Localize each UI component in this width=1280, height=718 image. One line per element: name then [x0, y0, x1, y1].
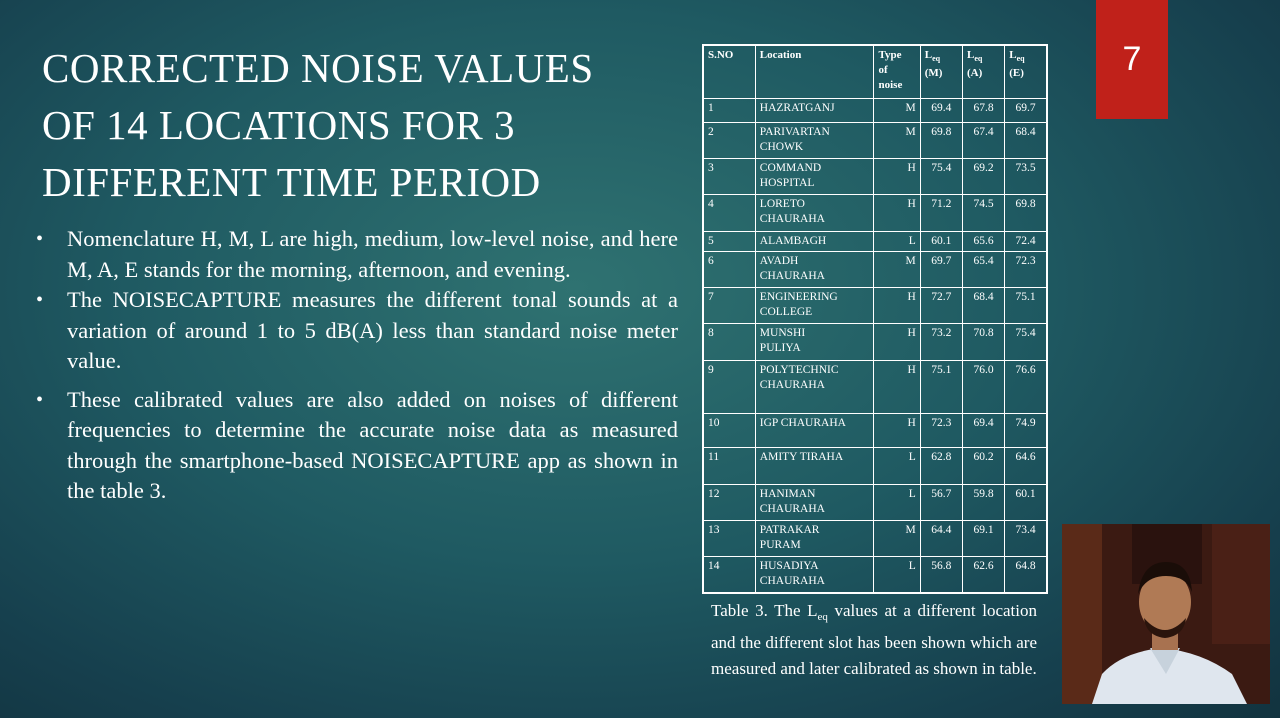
cell-type: H [874, 195, 920, 231]
location-line: HANIMAN [759, 487, 816, 500]
cell-leq-e: 72.3 [1005, 251, 1047, 287]
header-leq-a: $L_{eq}$ (A) [962, 45, 1004, 98]
cell-leq-a: 69.2 [962, 158, 1004, 194]
cell-sno: 10 [703, 413, 755, 447]
cell-leq-a: 76.0 [962, 360, 1004, 413]
cell-sno: 3 [703, 158, 755, 194]
cell-location [755, 158, 874, 194]
slide-number: 7 [1122, 40, 1142, 78]
cell-leq-e: 64.6 [1005, 448, 1047, 484]
cell-location [755, 360, 874, 413]
cell-leq-m: 56.8 [920, 557, 962, 593]
cell-type: L [874, 484, 920, 520]
cell-leq-e: 73.5 [1005, 158, 1047, 194]
cell-leq-m: 69.8 [920, 122, 962, 158]
cell-leq-e: 75.4 [1005, 324, 1047, 360]
cell-sno: 4 [703, 195, 755, 231]
cell-leq-m: 56.7 [920, 484, 962, 520]
header-location: Location [755, 45, 874, 98]
location-line: AVADH [759, 254, 799, 267]
cell-leq-m: 75.1 [920, 360, 962, 413]
location-line: POLYTECHNIC [759, 363, 839, 376]
bullet-item: • The NOISECAPTURE measures the different tonal sounds at a variation of around 1 to 5 dB(A) less than standard noise meter value. [36, 285, 678, 377]
location-line: LORETO [759, 198, 805, 211]
bullet-item: • Nomenclature H, M, L are high, medium, low-level noise, and here M, A, E stands for the morning, afternoon, and evening. [36, 224, 678, 285]
location-line: HUSADIYA [759, 560, 819, 573]
location-line: CHAURAHA [759, 575, 825, 588]
cell-location [755, 448, 874, 484]
noise-table [702, 44, 1048, 594]
presenter-webcam [1062, 524, 1270, 704]
cell-type: H [874, 413, 920, 447]
cell-location [755, 324, 874, 360]
header-sno: S.NO [703, 45, 755, 98]
cell-leq-e: 60.1 [1005, 484, 1047, 520]
cell-type: M [874, 520, 920, 556]
cell-leq-m: 72.3 [920, 413, 962, 447]
cell-type: M [874, 98, 920, 122]
cell-leq-a: 69.4 [962, 413, 1004, 447]
cell-leq-m: 71.2 [920, 195, 962, 231]
table-row [703, 448, 1047, 484]
location-line: COMMAND [759, 161, 822, 174]
location-line: CHAURAHA [759, 502, 825, 515]
cell-type: L [874, 231, 920, 251]
cell-location [755, 557, 874, 593]
bullet-item: • These calibrated values are also added on noises of different frequencies to determine the accurate noise data as measured through the smartphone-based NOISECAPTURE app as shown in the table 3. [36, 385, 678, 507]
location-line: PULIYA [759, 342, 801, 355]
cell-location [755, 231, 874, 251]
header-leq-e: $L_{eq}$ (E) [1005, 45, 1047, 98]
cell-leq-e: 76.6 [1005, 360, 1047, 413]
cell-sno: 8 [703, 324, 755, 360]
table-row [703, 231, 1047, 251]
cell-type: M [874, 251, 920, 287]
cell-leq-a: 68.4 [962, 287, 1004, 323]
location-line: MUNSHI [759, 327, 806, 340]
location-line: IGP CHAURAHA [759, 416, 846, 429]
cell-leq-m: 69.7 [920, 251, 962, 287]
cell-location [755, 195, 874, 231]
cell-sno: 12 [703, 484, 755, 520]
cell-leq-a: 74.5 [962, 195, 1004, 231]
cell-location [755, 287, 874, 323]
cell-leq-m: 62.8 [920, 448, 962, 484]
cell-leq-e: 64.8 [1005, 557, 1047, 593]
cell-leq-m: 75.4 [920, 158, 962, 194]
cell-leq-a: 67.8 [962, 98, 1004, 122]
cell-sno: 7 [703, 287, 755, 323]
cell-sno: 11 [703, 448, 755, 484]
table-row [703, 324, 1047, 360]
cell-leq-e: 68.4 [1005, 122, 1047, 158]
cell-leq-m: 60.1 [920, 231, 962, 251]
location-line: AMITY TIRAHA [759, 451, 844, 464]
cell-location [755, 251, 874, 287]
cell-leq-e: 69.7 [1005, 98, 1047, 122]
table-row [703, 122, 1047, 158]
cell-leq-m: 73.2 [920, 324, 962, 360]
location-line: CHAURAHA [759, 378, 825, 391]
cell-leq-e: 75.1 [1005, 287, 1047, 323]
cell-sno: 5 [703, 231, 755, 251]
cell-leq-e: 74.9 [1005, 413, 1047, 447]
cell-leq-m: 64.4 [920, 520, 962, 556]
cell-sno: 14 [703, 557, 755, 593]
cell-type: H [874, 158, 920, 194]
location-line: HAZRATGANJ [759, 101, 835, 114]
cell-type: M [874, 122, 920, 158]
cell-type: H [874, 324, 920, 360]
cell-sno: 2 [703, 122, 755, 158]
cell-location [755, 98, 874, 122]
title-line-3: DIFFERENT TIME PERIOD [42, 159, 541, 205]
header-type: Type of noise [874, 45, 920, 98]
location-line: COLLEGE [759, 305, 813, 318]
table-row [703, 158, 1047, 194]
table-row [703, 195, 1047, 231]
header-leq-m: $L_{eq}$ (M) [920, 45, 962, 98]
cell-leq-a: 59.8 [962, 484, 1004, 520]
cell-leq-a: 69.1 [962, 520, 1004, 556]
cell-location [755, 122, 874, 158]
cell-type: L [874, 448, 920, 484]
location-line: ALAMBAGH [759, 234, 827, 247]
cell-type: L [874, 557, 920, 593]
cell-location [755, 520, 874, 556]
cell-leq-a: 60.2 [962, 448, 1004, 484]
cell-leq-a: 62.6 [962, 557, 1004, 593]
slide-number-badge [1096, 0, 1168, 119]
cell-leq-e: 73.4 [1005, 520, 1047, 556]
table-row [703, 287, 1047, 323]
cell-leq-e: 72.4 [1005, 231, 1047, 251]
title-line-1: CORRECTED NOISE VALUES [42, 45, 594, 91]
table-row [703, 520, 1047, 556]
slide-title [42, 40, 692, 211]
cell-leq-m: 72.7 [920, 287, 962, 323]
table-row [703, 360, 1047, 413]
cell-leq-a: 65.6 [962, 231, 1004, 251]
table-row [703, 484, 1047, 520]
table-row [703, 251, 1047, 287]
location-line: CHAURAHA [759, 269, 825, 282]
table-row [703, 413, 1047, 447]
cell-type: H [874, 287, 920, 323]
location-line: PURAM [759, 538, 801, 551]
cell-sno: 13 [703, 520, 755, 556]
title-line-2: OF 14 LOCATIONS FOR 3 [42, 102, 515, 148]
cell-leq-e: 69.8 [1005, 195, 1047, 231]
location-line: CHOWK [759, 140, 804, 153]
cell-type: H [874, 360, 920, 413]
presenter-webcam-icon [1062, 524, 1270, 704]
cell-sno: 6 [703, 251, 755, 287]
cell-leq-a: 65.4 [962, 251, 1004, 287]
cell-leq-m: 69.4 [920, 98, 962, 122]
cell-sno: 9 [703, 360, 755, 413]
location-line: ENGINEERING [759, 290, 838, 303]
table-caption: Table 3. The $L_{eq}$ values at a different location and the different slot has been shown which are measured and later calibrated as shown in table. [711, 601, 1037, 678]
cell-leq-a: 67.4 [962, 122, 1004, 158]
table-row [703, 98, 1047, 122]
table-header-row [703, 45, 1047, 98]
bullet-list [36, 224, 678, 507]
cell-leq-a: 70.8 [962, 324, 1004, 360]
location-line: CHAURAHA [759, 213, 825, 226]
location-line: HOSPITAL [759, 176, 815, 189]
location-line: PATRAKAR [759, 523, 820, 536]
cell-location [755, 484, 874, 520]
cell-location [755, 413, 874, 447]
table-row [703, 557, 1047, 593]
location-line: PARIVARTAN [759, 125, 830, 138]
cell-sno: 1 [703, 98, 755, 122]
